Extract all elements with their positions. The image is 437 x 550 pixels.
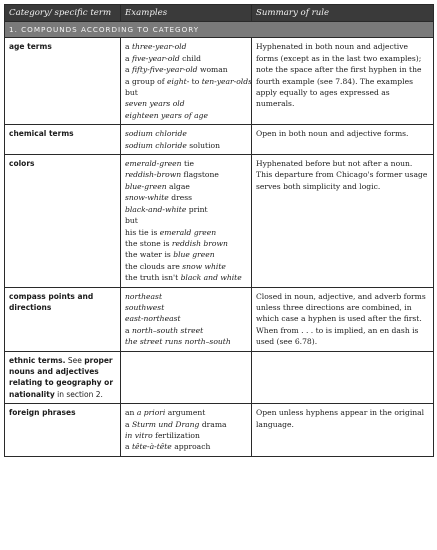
example-text: a xyxy=(125,442,132,452)
example-line xyxy=(125,419,247,430)
example-line xyxy=(125,407,247,418)
term-bold: ethnic terms. xyxy=(9,355,66,365)
example-italic-text: southwest xyxy=(125,302,165,312)
example-italic-text: emerald green xyxy=(159,227,217,237)
example-text: a xyxy=(125,65,132,75)
example-italic-text: the street runs north–south xyxy=(125,337,231,347)
row-summary: Hyphenated in both noun and adjective forms (except as in the last two examples); note the space after the first hyphen in the fourth example (see 7.84). The examples apply equally to ages expressed as numerals. xyxy=(252,38,434,125)
example-text: a group of xyxy=(125,76,167,86)
example-text: a xyxy=(125,53,132,63)
example-text: a xyxy=(125,42,132,52)
example-line xyxy=(125,272,247,283)
row-summary: Open unless hyphens appear in the original language. xyxy=(252,404,434,457)
example-italic-text: five-year-old xyxy=(131,53,180,63)
section-header-row xyxy=(5,22,434,38)
example-line xyxy=(125,64,247,75)
example-italic-text: seven years old xyxy=(125,99,185,109)
example-text: the truth isn't xyxy=(125,273,181,283)
header-examples: Examples xyxy=(121,5,252,22)
row-examples xyxy=(121,125,252,155)
example-italic-text: sodium chloride xyxy=(125,129,187,139)
row-examples xyxy=(121,404,252,457)
example-line xyxy=(125,249,247,260)
example-text: drama xyxy=(199,419,227,429)
example-text: a xyxy=(125,325,132,335)
example-italic-text: fifty-five-year-old xyxy=(131,65,198,75)
example-line xyxy=(125,110,247,121)
example-line xyxy=(125,181,247,192)
example-text: his tie is xyxy=(125,227,160,237)
example-text: print xyxy=(186,204,208,214)
example-line xyxy=(125,53,247,64)
example-text: the water is xyxy=(125,250,174,260)
row-examples xyxy=(121,38,252,125)
example-line xyxy=(125,313,247,324)
example-text: an xyxy=(125,408,137,418)
example-italic-text: snow-white xyxy=(125,193,169,203)
example-line xyxy=(125,158,247,169)
example-italic-text: tête-à-tête xyxy=(131,442,172,452)
example-line xyxy=(125,441,247,452)
term-plain: See xyxy=(65,355,85,365)
example-line xyxy=(125,192,247,203)
row-examples xyxy=(121,287,252,351)
example-text: to xyxy=(189,76,202,86)
example-italic-text: blue-green xyxy=(125,181,167,191)
example-line xyxy=(125,291,247,302)
example-text: fertilization xyxy=(152,431,200,440)
table-row xyxy=(5,125,434,155)
row-term: colors xyxy=(5,155,121,287)
example-italic-text: north–south street xyxy=(131,325,204,335)
hyphenation-table-page xyxy=(4,4,433,457)
table-row xyxy=(5,155,434,287)
example-italic-text: blue green xyxy=(173,250,215,260)
example-italic-text: eight- xyxy=(166,76,190,86)
table-row xyxy=(5,38,434,125)
example-line xyxy=(125,302,247,313)
row-term: foreign phrases xyxy=(5,404,121,457)
row-term: age terms xyxy=(5,38,121,125)
example-italic-text: reddish-brown xyxy=(125,170,182,180)
example-line xyxy=(125,325,247,336)
example-line xyxy=(125,140,247,151)
example-line xyxy=(125,169,247,180)
example-text: dress xyxy=(168,193,192,203)
example-text: solution xyxy=(186,140,220,150)
example-line xyxy=(125,227,247,238)
example-italic-text: northeast xyxy=(125,291,163,301)
row-examples xyxy=(121,155,252,287)
example-text: child xyxy=(179,53,202,63)
example-line xyxy=(125,41,247,52)
example-text: approach xyxy=(171,442,211,452)
example-text: the stone is xyxy=(125,238,172,248)
example-italic-text: snow white xyxy=(182,261,226,271)
example-line xyxy=(125,128,247,139)
header-summary: Summary of rule xyxy=(252,5,434,22)
example-italic-text: black-and-white xyxy=(125,204,187,214)
example-text: a xyxy=(125,419,132,429)
example-italic-text: black and white xyxy=(180,273,242,283)
table-row xyxy=(5,404,434,457)
example-line xyxy=(125,215,247,226)
table-row xyxy=(5,287,434,351)
example-text: flagstone xyxy=(181,170,219,180)
example-italic-text: ten-year-olds xyxy=(201,76,252,86)
example-italic-text: east-northeast xyxy=(125,314,181,324)
example-text: woman xyxy=(197,65,228,75)
example-line xyxy=(125,261,247,272)
row-summary: Closed in noun, adjective, and adverb forms unless three directions are combined, in which case a hyphen is used after the first. When from . . . to is implied, an en dash is used (see 6.78). xyxy=(252,287,434,351)
row-term-cross-reference xyxy=(5,351,121,404)
example-text: the clouds are xyxy=(125,261,183,271)
row-summary: Open in both noun and adjective forms. xyxy=(252,125,434,155)
row-summary xyxy=(252,351,434,404)
example-italic-text: reddish brown xyxy=(171,238,228,248)
example-italic-text: in vitro xyxy=(125,431,153,440)
row-summary: Hyphenated before but not after a noun. This departure from Chicago's former usage serves both simplicity and logic. xyxy=(252,155,434,287)
example-line xyxy=(125,98,247,109)
table-header-row xyxy=(5,5,434,22)
example-italic-text: three-year-old xyxy=(131,42,187,52)
example-line xyxy=(125,238,247,249)
example-italic-text: a priori xyxy=(136,408,166,418)
example-text: argument xyxy=(165,408,206,418)
example-line xyxy=(125,204,247,215)
example-text: algae xyxy=(166,181,190,191)
row-term: chemical terms xyxy=(5,125,121,155)
example-line xyxy=(125,76,252,87)
example-text: tie xyxy=(181,159,194,169)
row-examples xyxy=(121,351,252,404)
example-line xyxy=(125,336,247,347)
section-title: 1. COMPOUNDS ACCORDING TO CATEGORY xyxy=(5,22,434,38)
example-italic-text: Sturm und Drang xyxy=(131,419,200,429)
example-line xyxy=(125,87,247,98)
table-row xyxy=(5,351,434,404)
term-bold: proper nouns and adjectives relating to geography or nationality xyxy=(9,355,114,399)
header-category: Category/ specific term xyxy=(5,5,121,22)
example-text: but xyxy=(125,216,138,226)
example-italic-text: sodium chloride xyxy=(125,140,187,150)
example-line xyxy=(125,430,247,441)
example-italic-text: emerald-green xyxy=(125,159,182,169)
example-text: but xyxy=(125,88,138,98)
row-term: compass points and directions xyxy=(5,287,121,351)
term-plain: in section 2. xyxy=(54,389,103,399)
hyphenation-table xyxy=(4,4,434,457)
example-italic-text: eighteen years of age xyxy=(125,110,208,120)
